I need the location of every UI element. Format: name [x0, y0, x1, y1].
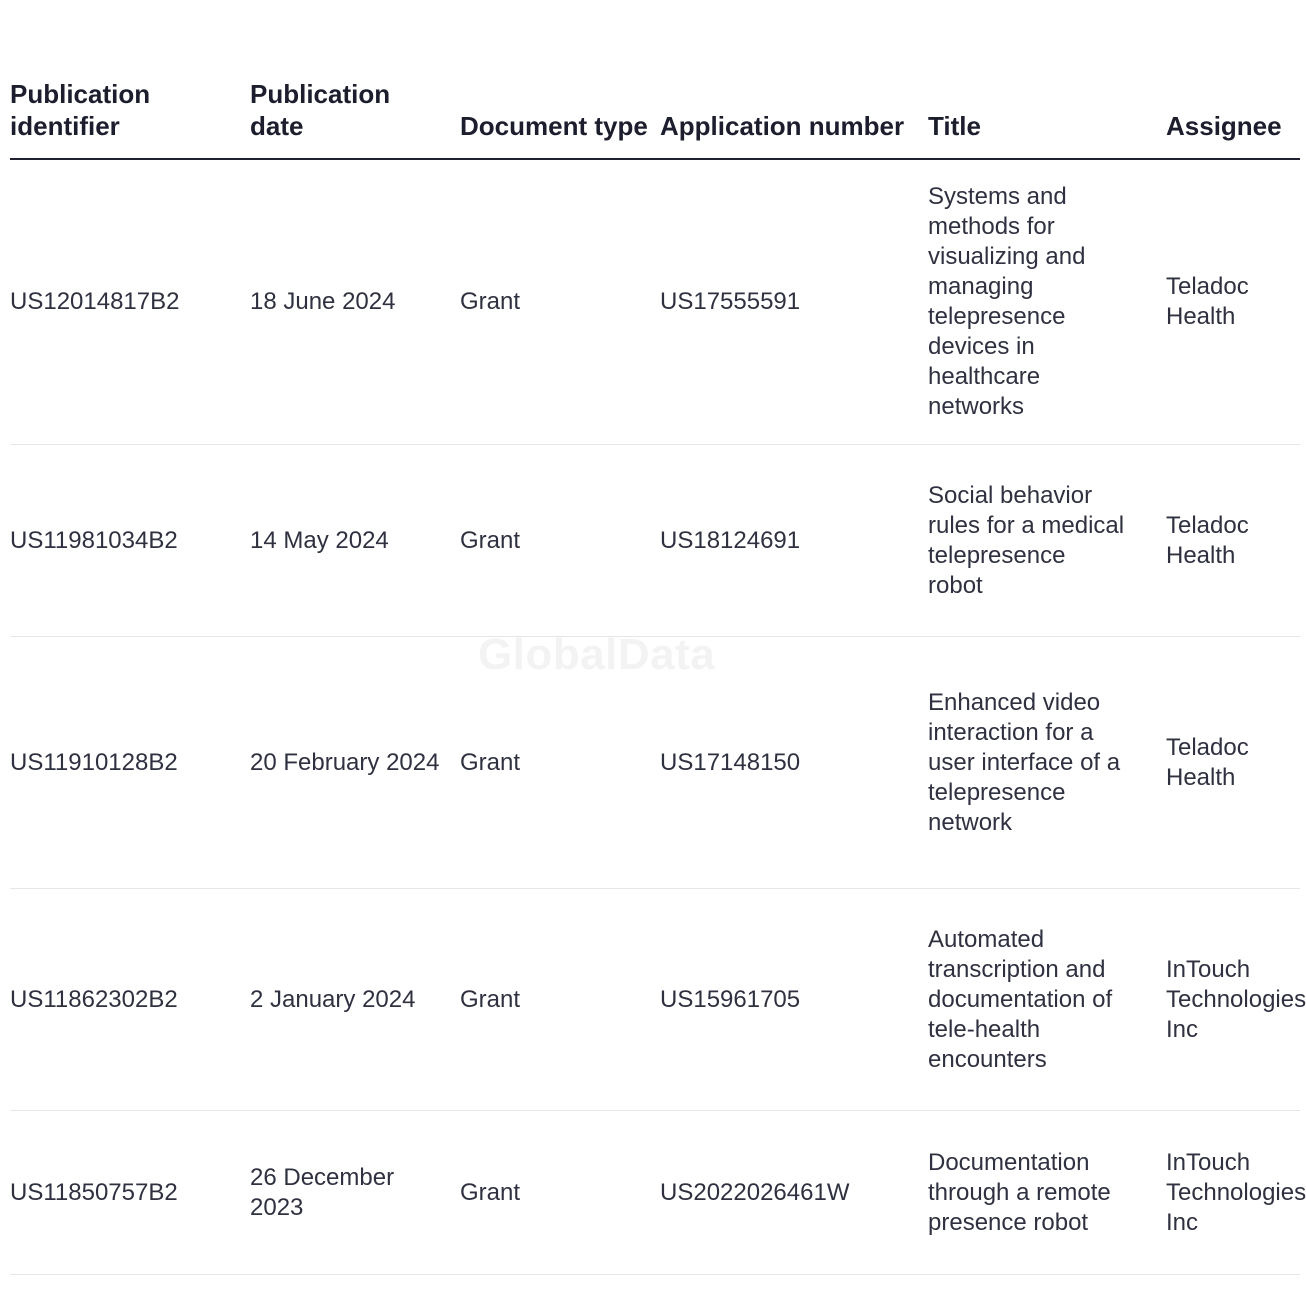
cell-application-number: US17555591 [660, 159, 928, 445]
cell-title: Enhanced video interaction for a user interface of a telepresence network [928, 637, 1166, 889]
header-assignee: Assignee [1166, 78, 1300, 159]
table-row [10, 889, 1300, 1111]
cell-application-number: US17148150 [660, 637, 928, 889]
cell-publication-identifier: US11910128B2 [10, 637, 250, 889]
cell-publication-date: 14 May 2024 [250, 445, 460, 637]
cell-title: Systems and methods for visualizing and managing telepresence devices in healthcare networks [928, 159, 1166, 445]
header-publication-identifier: Publication identifier [10, 78, 250, 159]
cell-publication-identifier: US11850757B2 [10, 1111, 250, 1275]
cell-publication-date: 20 February 2024 [250, 637, 460, 889]
cell-document-type: Grant [460, 445, 660, 637]
cell-document-type: Grant [460, 637, 660, 889]
cell-publication-date: 18 June 2024 [250, 159, 460, 445]
cell-application-number: US15961705 [660, 889, 928, 1111]
table-header-row [10, 78, 1300, 159]
header-application-number: Application number [660, 78, 928, 159]
cell-title: Social behavior rules for a medical telepresence robot [928, 445, 1166, 637]
patent-table-container [10, 0, 1306, 1310]
watermark: GlobalData [478, 630, 716, 679]
cell-application-number: US2022026461W [660, 1111, 928, 1275]
table-row [10, 445, 1300, 637]
table-row [10, 1111, 1300, 1275]
cell-publication-identifier: US11862302B2 [10, 889, 250, 1111]
table-row [10, 637, 1300, 889]
header-document-type: Document type [460, 78, 660, 159]
cell-assignee: Teladoc Health [1166, 159, 1300, 445]
cell-document-type: Grant [460, 159, 660, 445]
cell-document-type: Grant [460, 889, 660, 1111]
cell-title: Documentation through a remote presence robot [928, 1111, 1166, 1275]
cell-publication-identifier: US12014817B2 [10, 159, 250, 445]
cell-application-number: US18124691 [660, 445, 928, 637]
cell-assignee: Teladoc Health [1166, 445, 1300, 637]
table-row [10, 159, 1300, 445]
header-title: Title [928, 78, 1166, 159]
header-publication-date: Publication date [250, 78, 460, 159]
cell-document-type: Grant [460, 1111, 660, 1275]
cell-publication-date: 2 January 2024 [250, 889, 460, 1111]
cell-assignee: Teladoc Health [1166, 637, 1300, 889]
cell-publication-date: 26 December 2023 [250, 1111, 460, 1275]
cell-title: Automated transcription and documentation of tele-health encounters [928, 889, 1166, 1111]
cell-assignee: InTouch Technologies Inc [1166, 889, 1300, 1111]
cell-assignee: InTouch Technologies Inc [1166, 1111, 1300, 1275]
patent-table [10, 78, 1306, 1275]
cell-publication-identifier: US11981034B2 [10, 445, 250, 637]
